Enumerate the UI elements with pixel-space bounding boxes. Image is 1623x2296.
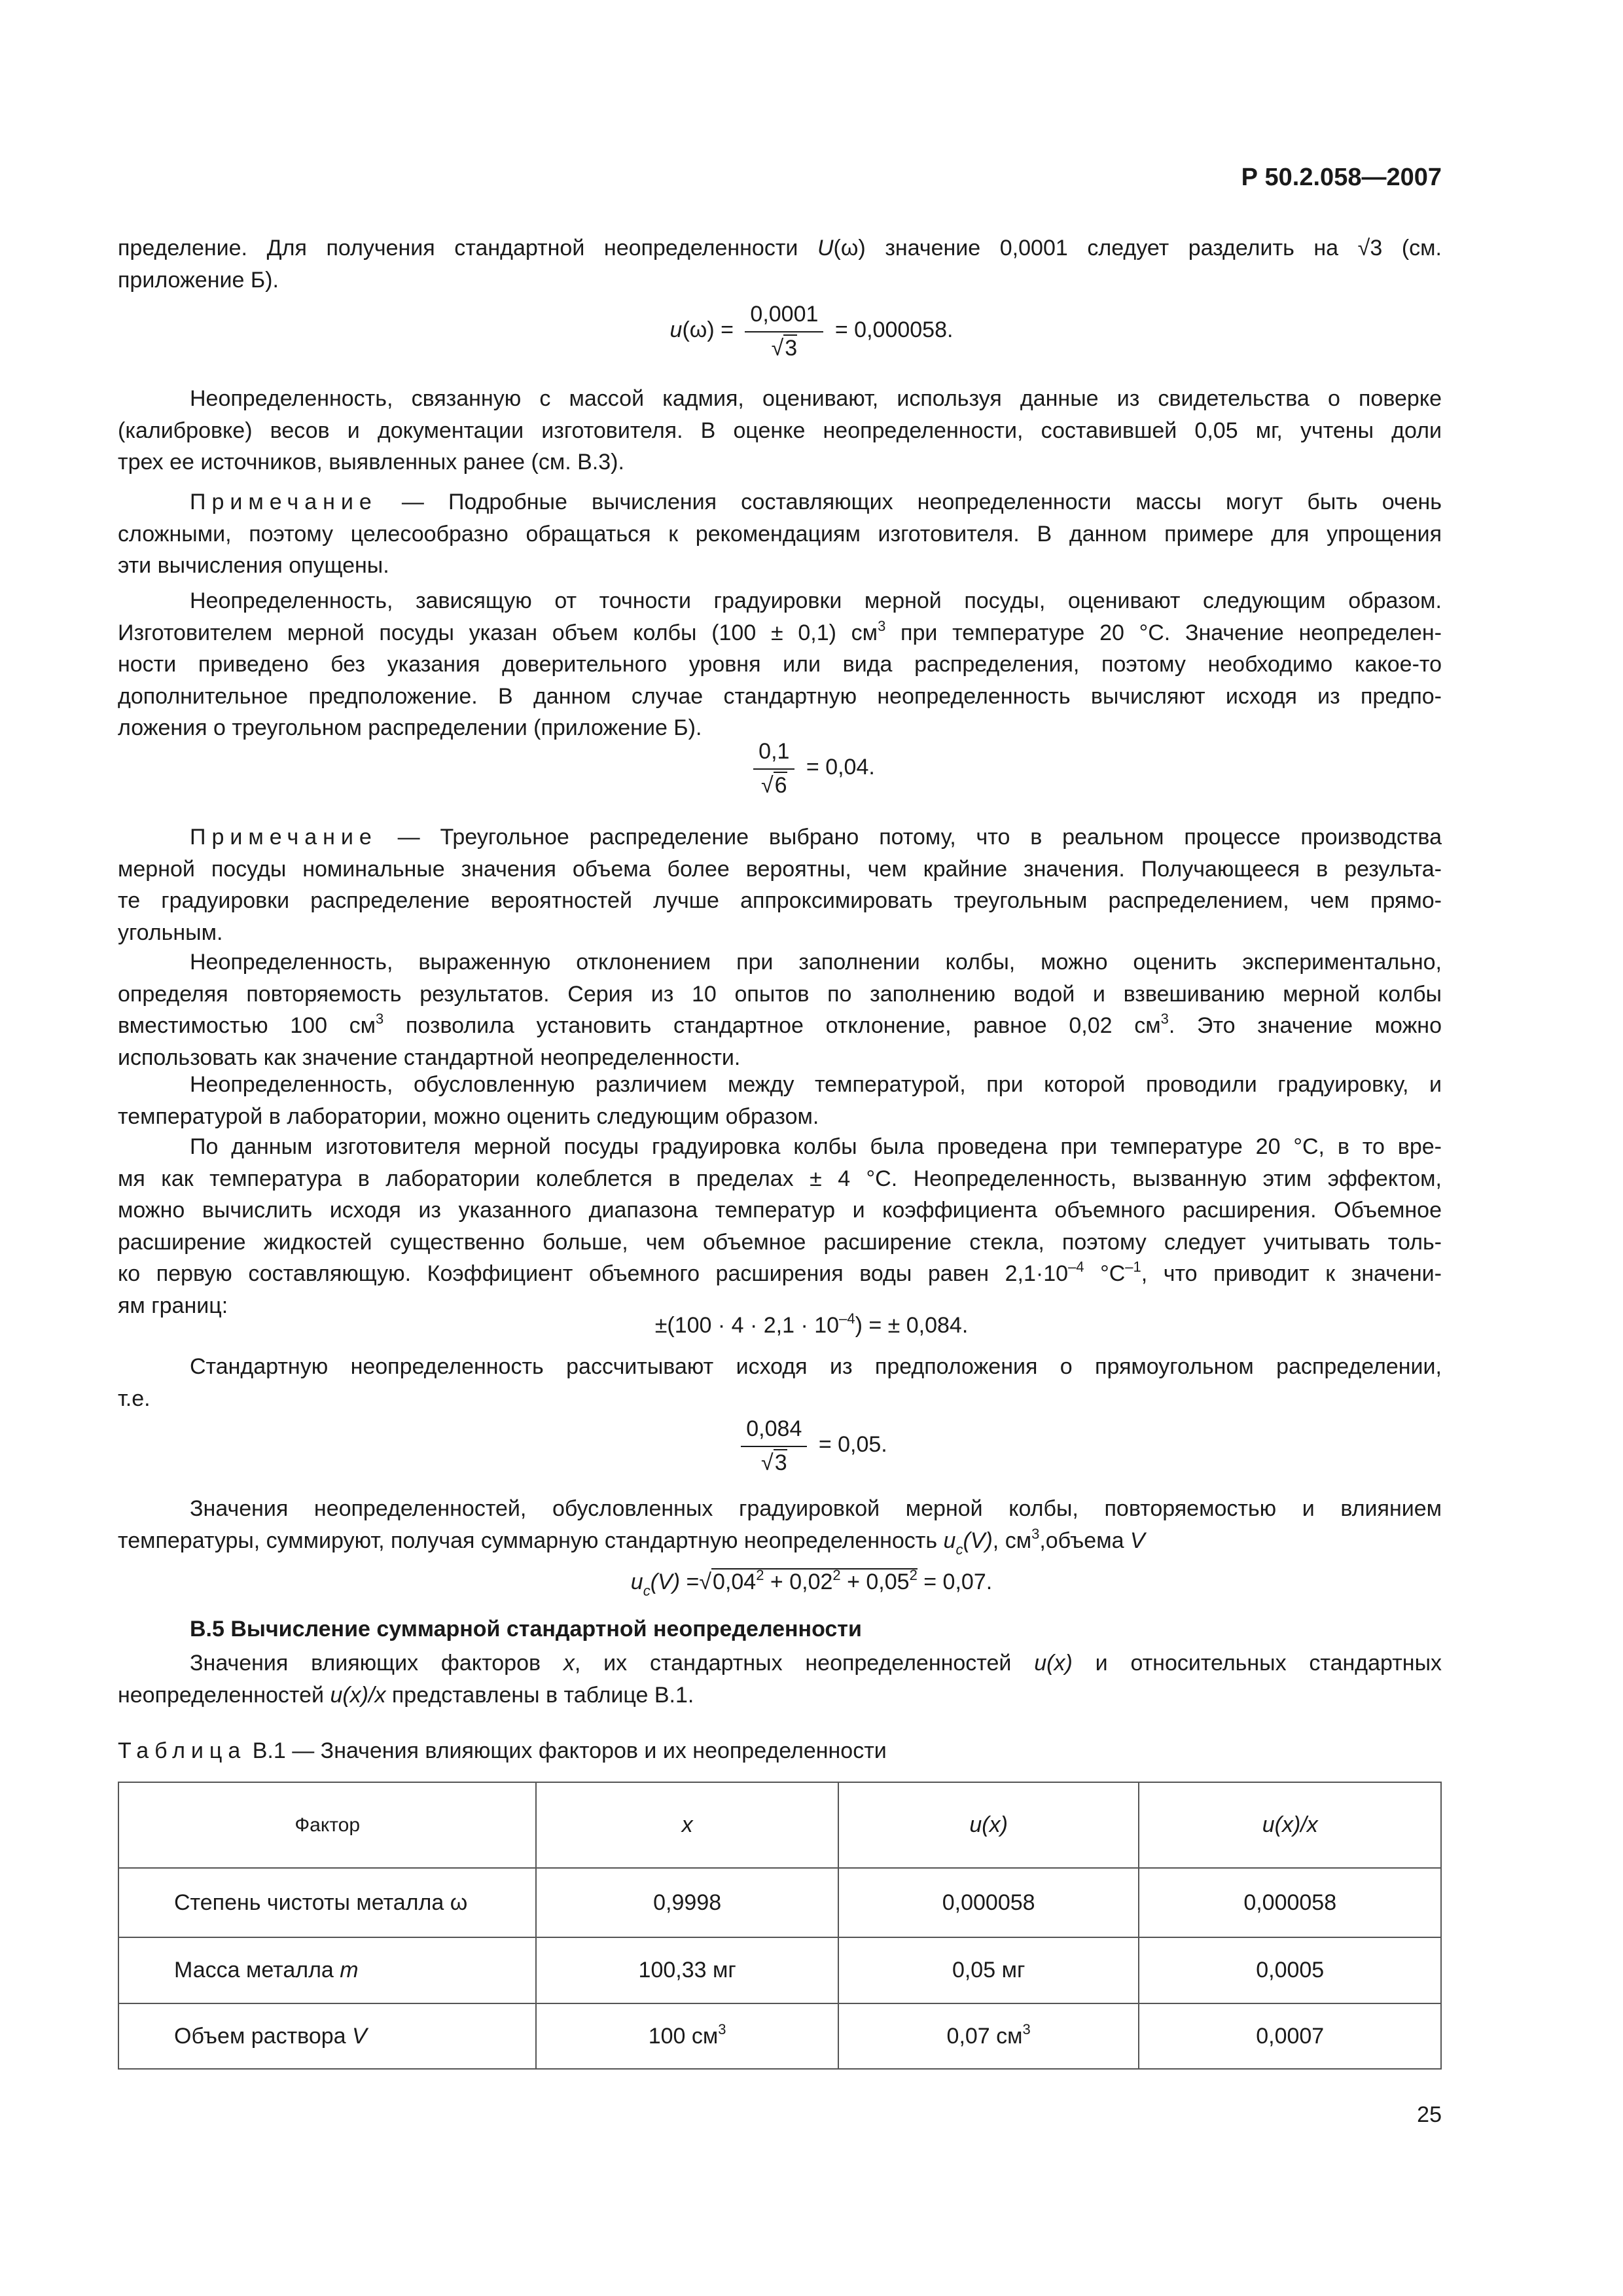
text-line [118, 383, 1442, 415]
text-segment: температуры, суммируют, получая суммарную стандартную неопределенность [118, 1528, 944, 1553]
header-cell: Фактор [118, 1782, 536, 1868]
text-segment: x [563, 1651, 575, 1676]
factor-cell: Объем раствора V [118, 2003, 536, 2069]
text-line [118, 617, 1442, 649]
radicand: 3 [785, 336, 798, 361]
formula-result: = 0,000058. [834, 317, 954, 342]
text-segment: Значения влияющих факторов [190, 1651, 563, 1676]
formula-result: = 0,05. [818, 1431, 887, 1457]
text-segment: (калибровке) весов и документации изготовителя. В оценке неопределенности, составившей 0,05 мг, учтены доли [118, 418, 1442, 443]
caption-label: Таблица [118, 1738, 247, 1763]
uncertainty-table [118, 1782, 1442, 2070]
formula-text: = [680, 1570, 700, 1594]
text-line [118, 1351, 1442, 1383]
header-cell: u(x)/x [1139, 1782, 1441, 1868]
text-line [118, 1647, 1442, 1679]
header-cell: u(x) [838, 1782, 1139, 1868]
text-segment: ложения о треугольном распределении (приложение Б). [118, 715, 702, 740]
text-line [118, 1069, 1442, 1101]
text-segment: По данным изготовителя мерной посуды градуировка колбы была проведена при температуре 20 °С, в то вре- [190, 1134, 1442, 1159]
text-line [118, 232, 1442, 264]
text-line [118, 917, 1442, 949]
formula-rectangular [0, 1416, 1623, 1476]
document-number: Р 50.2.058—2007 [1241, 164, 1442, 191]
relative-cell: 0,0005 [1139, 1937, 1441, 2003]
text-segment: Примечание [190, 490, 378, 514]
x-cell: 100 $см^3$ [536, 2003, 838, 2069]
text-line [118, 1258, 1442, 1290]
text-segment: ,объема [1039, 1528, 1130, 1553]
text-segment: u(x)/x [330, 1682, 386, 1708]
text-segment: представлены в таблице В.1. [385, 1682, 694, 1708]
text-segment: те градуировки распределение вероятностей лучше аппроксимировать треугольным распределением, чем прямо- [118, 888, 1442, 913]
factor-cell: Степень чистоты металла ω [118, 1868, 536, 1937]
paragraph [118, 383, 1442, 478]
text-segment: Неопределенность, обусловленную различием между температурой, при которой проводили градуировку, и [190, 1072, 1442, 1097]
ux-cell: 0,07 $см^3$ [838, 2003, 1139, 2069]
paragraph [118, 585, 1442, 744]
text-segment: u(x) [1034, 1651, 1073, 1676]
relative-cell: 0,000058 [1139, 1868, 1441, 1937]
text-segment: 3 [376, 1011, 384, 1027]
text-segment: , их стандартных неопределенностей [574, 1651, 1035, 1676]
term: + 0,02 [764, 1570, 833, 1594]
denominator: √3 [771, 336, 798, 361]
text-segment: неопределенностей [118, 1682, 330, 1708]
denominator: √3 [761, 1450, 787, 1475]
formula-symbol: u [630, 1570, 643, 1594]
text-segment: сложными, поэтому целесообразно обращаться к рекомендациям изготовителя. В данном примере для упрощения [118, 521, 1442, 547]
factor-cell: Масса металла m [118, 1937, 536, 2003]
text-segment: –1 [1125, 1259, 1141, 1275]
text-segment: вместимостью 100 см [118, 1013, 376, 1038]
term: + 0,05 [840, 1570, 910, 1594]
text-line [118, 486, 1442, 518]
text-segment: 3 [1031, 1525, 1040, 1542]
text-line [118, 1227, 1442, 1259]
numerator: 0,0001 [745, 301, 823, 332]
text-segment: Неопределенность, выраженную отклонением при заполнении колбы, можно оценить экспериментально, [190, 950, 1442, 975]
text-segment: при температуре 20 °С. Значение неопределен- [885, 620, 1442, 645]
text-segment: определяя повторяемость результатов. Серия из 10 опытов по заполнению водой и взвешиванию мерной колбы [118, 981, 1442, 1007]
text-segment: ко первую составляющую. Коэффициент объемного расширения воды равен 2,1·10 [118, 1261, 1069, 1286]
fraction [741, 1416, 807, 1476]
text-line [118, 1101, 1442, 1133]
radicand: 3 [774, 1450, 787, 1475]
text-segment: дополнительное предположение. В данном случае стандартную неопределенность вычисляют исходя из предпо- [118, 683, 1442, 709]
text-line [118, 446, 1442, 478]
paragraph [118, 1351, 1442, 1414]
formula-text: ±(100 · 4 · 2,1 · 10 [654, 1313, 840, 1338]
radicand: 6 [774, 773, 787, 798]
text-line [118, 1525, 1442, 1557]
formula-result: = 0,04. [806, 754, 875, 780]
fraction [753, 738, 794, 798]
text-line [118, 264, 1442, 296]
text-line [118, 821, 1442, 853]
ux-cell: 0,000058 [838, 1868, 1139, 1937]
subscript: c [643, 1583, 651, 1599]
header-cell: x [536, 1782, 838, 1868]
text-segment: и относительных стандартных [1072, 1651, 1442, 1676]
text-segment: ности приведено без указания доверительного уровня или вида распределения, поэтому необходимо какое-то [118, 652, 1442, 677]
text-segment: °С [1084, 1261, 1126, 1286]
text-segment: V [1130, 1528, 1145, 1553]
paragraph [118, 821, 1442, 948]
text-segment: использовать как значение стандартной неопределенности. [118, 1045, 741, 1070]
text-line [118, 1493, 1442, 1525]
text-segment: пределение. Для получения стандартной неопределенности [118, 236, 817, 260]
numerator: 0,084 [741, 1416, 807, 1447]
text-segment: Изготовителем мерной посуды указан объем колбы (100 ± 0,1) см [118, 620, 878, 645]
text-segment: угольным. [118, 920, 223, 945]
text-line [118, 1679, 1442, 1712]
text-line [118, 946, 1442, 978]
radicand [711, 1568, 918, 1594]
text-segment: (V) [963, 1528, 993, 1553]
text-segment: Значения неопределенностей, обусловленных градуировкой мерной колбы, повторяемостью и влиянием [190, 1496, 1442, 1521]
text-segment: c [955, 1541, 963, 1558]
paragraph [118, 486, 1442, 582]
text-segment: Неопределенность, зависящую от точности градуировки мерной посуды, оценивают следующим образом. [190, 588, 1442, 613]
text-line [118, 550, 1442, 582]
text-segment: Примечание [190, 825, 378, 850]
paragraph [118, 1493, 1442, 1556]
text-segment: Неопределенность, связанную с массой кадмия, оценивают, используя данные из свидетельства о поверке [190, 386, 1442, 411]
text-segment: можно вычислить исходя из указанного диапазона температур и коэффициента объемного расширения. Объемное [118, 1198, 1442, 1223]
text-segment: приложение Б). [118, 267, 279, 293]
table-header-row [118, 1782, 1441, 1868]
x-cell: 0,9998 [536, 1868, 838, 1937]
text-segment: температурой в лаборатории, можно оценить следующим образом. [118, 1103, 819, 1129]
text-segment: . Это значение можно [1168, 1013, 1442, 1038]
formula-u-omega [0, 301, 1623, 361]
denominator: √6 [761, 773, 787, 798]
text-segment: трех ее источников, выявленных ранее (см. В.3). [118, 450, 624, 475]
x-cell: 100,33 мг [536, 1937, 838, 2003]
text-segment: U [817, 236, 834, 260]
numerator: 0,1 [753, 738, 794, 770]
text-line [118, 1131, 1442, 1163]
paragraph [118, 946, 1442, 1073]
ux-cell: 0,05 мг [838, 1937, 1139, 2003]
text-line [118, 853, 1442, 886]
exponent: 2 [832, 1567, 841, 1583]
text-line [118, 1163, 1442, 1195]
paragraph [118, 1131, 1442, 1321]
formula-symbol: (V) [650, 1570, 681, 1594]
paragraph [118, 232, 1442, 296]
text-line [118, 1010, 1442, 1042]
formula-symbol: u [669, 317, 683, 342]
text-segment: 3 [878, 617, 886, 634]
text-line [118, 649, 1442, 681]
table-caption [118, 1738, 887, 1764]
formula-result: ) = ± 0,084. [855, 1313, 969, 1338]
paragraph [118, 1647, 1442, 1711]
text-segment: мя как температура в лаборатории колеблется в пределах ± 4 °С. Неопределенность, вызванную этим эффектом, [118, 1166, 1442, 1191]
text-line [118, 1194, 1442, 1227]
paragraph [118, 1069, 1442, 1132]
page-number: 25 [1417, 2102, 1442, 2127]
section-heading: В.5 Вычисление суммарной стандартной неопределенности [190, 1617, 862, 1641]
table-row [118, 1937, 1441, 2003]
exponent: 2 [909, 1567, 918, 1583]
relative-cell: 0,0007 [1139, 2003, 1441, 2069]
text-segment: , см [992, 1528, 1032, 1553]
caption-text: В.1 — Значения влияющих факторов и их неопределенности [246, 1738, 887, 1763]
text-segment: –4 [1068, 1259, 1084, 1275]
text-line [118, 518, 1442, 550]
formula-result: = 0,07. [917, 1570, 993, 1594]
text-segment: (ω) значение 0,0001 следует разделить на √3 (см. [833, 236, 1442, 260]
text-segment: позволила установить стандартное отклонение, равное 0,02 см [383, 1013, 1161, 1038]
text-line [118, 885, 1442, 917]
text-line [118, 978, 1442, 1011]
text-line [118, 585, 1442, 617]
table-row [118, 2003, 1441, 2069]
text-segment: ям границ: [118, 1293, 228, 1318]
text-line [118, 415, 1442, 447]
exponent: –4 [839, 1310, 855, 1327]
text-segment: 3 [1160, 1011, 1169, 1027]
text-segment: Стандартную неопределенность рассчитывают исходя из предположения о прямоугольном распределении, [190, 1354, 1442, 1379]
text-line [118, 681, 1442, 713]
fraction [745, 301, 823, 361]
formula-text: (ω) = [682, 317, 734, 342]
text-segment: расширение жидкостей существенно больше, чем объемное расширение стекла, поэтому следует учитывать толь- [118, 1229, 1442, 1255]
formula-combined: $u_c(V) =√0,04^2 + 0,02^2 + 0,05^2 = 0,07$. [630, 1567, 993, 1599]
text-line [118, 1383, 1442, 1415]
term: 0,04 [713, 1570, 757, 1594]
text-segment: — Подробные вычисления составляющих неопределенности массы могут быть очень [377, 490, 1442, 514]
text-segment: , что приводит к значени- [1141, 1261, 1442, 1286]
exponent: 2 [756, 1567, 764, 1583]
text-segment: мерной посуды номинальные значения объема более вероятны, чем крайние значения. Получающееся в результа- [118, 856, 1442, 882]
formula-triangular [0, 738, 1623, 798]
text-segment: — Треугольное распределение выбрано потому, что в реальном процессе производства [377, 825, 1442, 850]
text-segment: u [943, 1528, 956, 1553]
text-segment: эти вычисления опущены. [118, 553, 389, 578]
text-segment: т.е. [118, 1386, 151, 1411]
table-row [118, 1868, 1441, 1937]
formula-bounds [0, 1310, 1623, 1338]
